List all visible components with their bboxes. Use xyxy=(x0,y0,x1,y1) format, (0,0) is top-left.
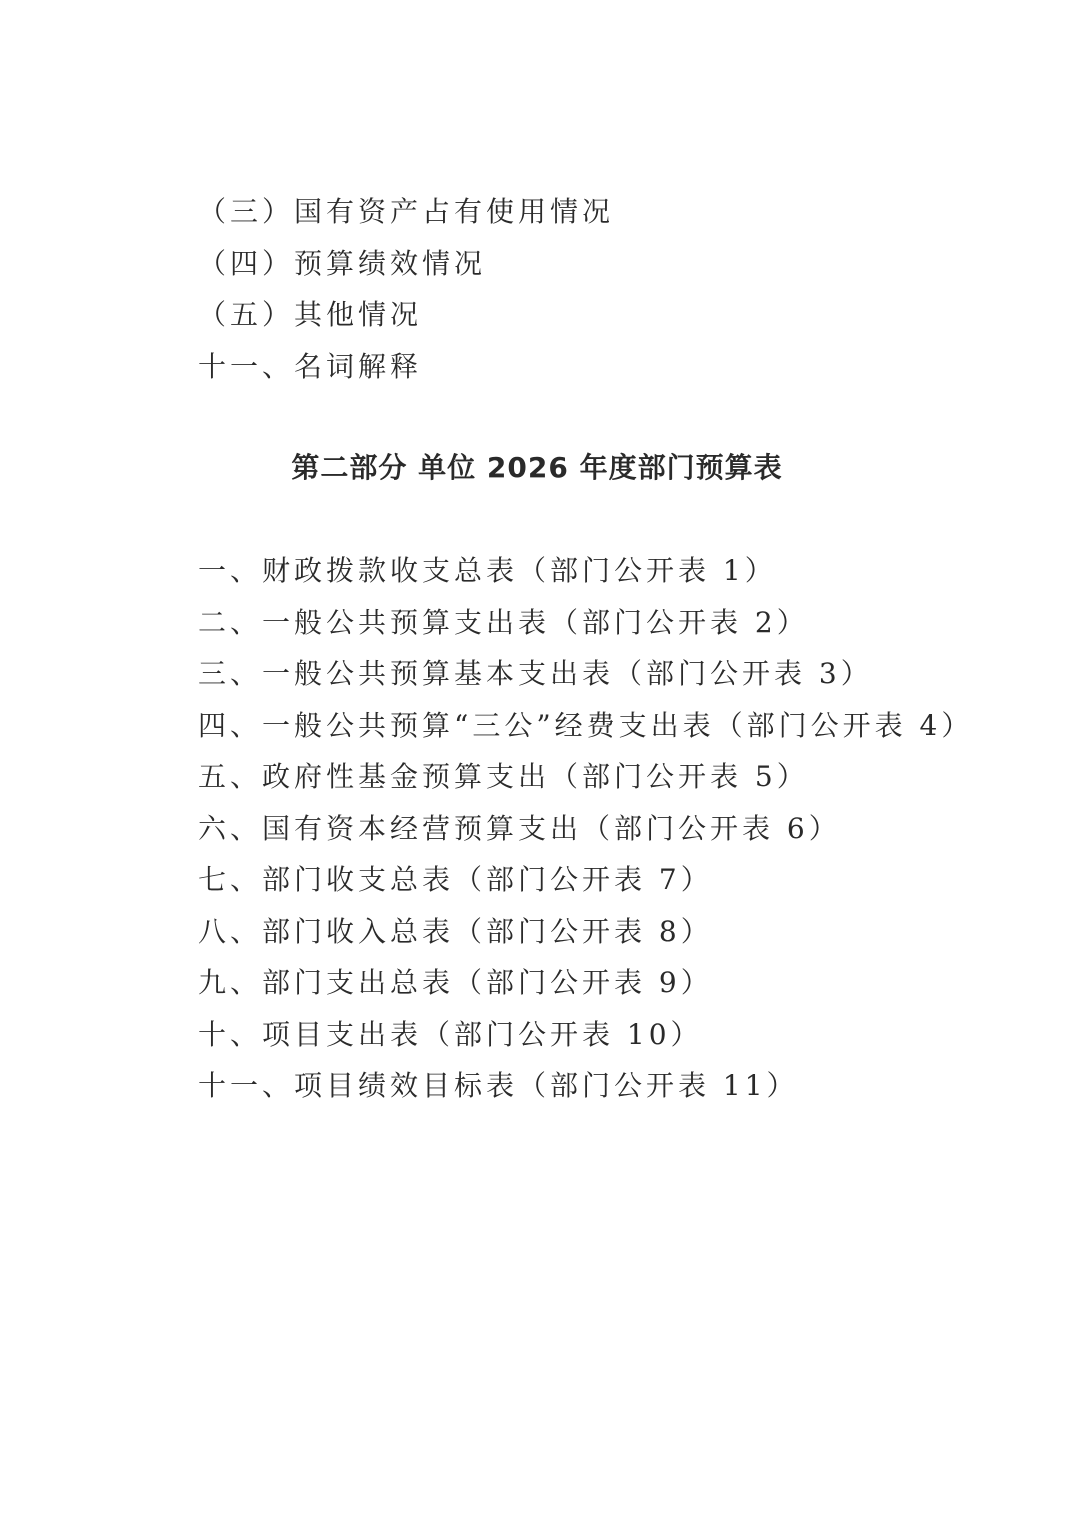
table-item: 八、部门收入总表（部门公开表 8） xyxy=(198,914,713,948)
contents-item: （四）预算绩效情况 xyxy=(198,246,487,280)
contents-item: （三）国有资产占有使用情况 xyxy=(198,195,615,228)
table-item: 三、一般公共预算基本支出表（部门公开表 3） xyxy=(198,657,873,690)
table-item: 九、部门支出总表（部门公开表 9） xyxy=(198,966,713,999)
table-item: 十、项目支出表（部门公开表 10） xyxy=(198,1017,703,1051)
contents-list-budget-tables xyxy=(198,545,998,1112)
table-item: 五、政府性基金预算支出（部门公开表 5） xyxy=(198,760,809,793)
table-item: 四、一般公共预算“三公”经费支出表（部门公开表 4） xyxy=(198,708,974,742)
section-title: 第二部分 单位 2026 年度部门预算表 xyxy=(291,451,783,484)
table-item: 一、财政拨款收支总表（部门公开表 1） xyxy=(198,554,777,587)
table-item: 七、部门收支总表（部门公开表 7） xyxy=(198,863,713,896)
contents-item: （五）其他情况 xyxy=(198,298,423,331)
table-item: 十一、项目绩效目标表（部门公开表 11） xyxy=(198,1069,799,1102)
table-item: 六、国有资本经营预算支出（部门公开表 6） xyxy=(198,811,841,845)
contents-list-part-one xyxy=(198,186,958,392)
contents-item: 十一、名词解释 xyxy=(198,349,423,383)
table-item: 二、一般公共预算支出表（部门公开表 2） xyxy=(198,605,809,639)
